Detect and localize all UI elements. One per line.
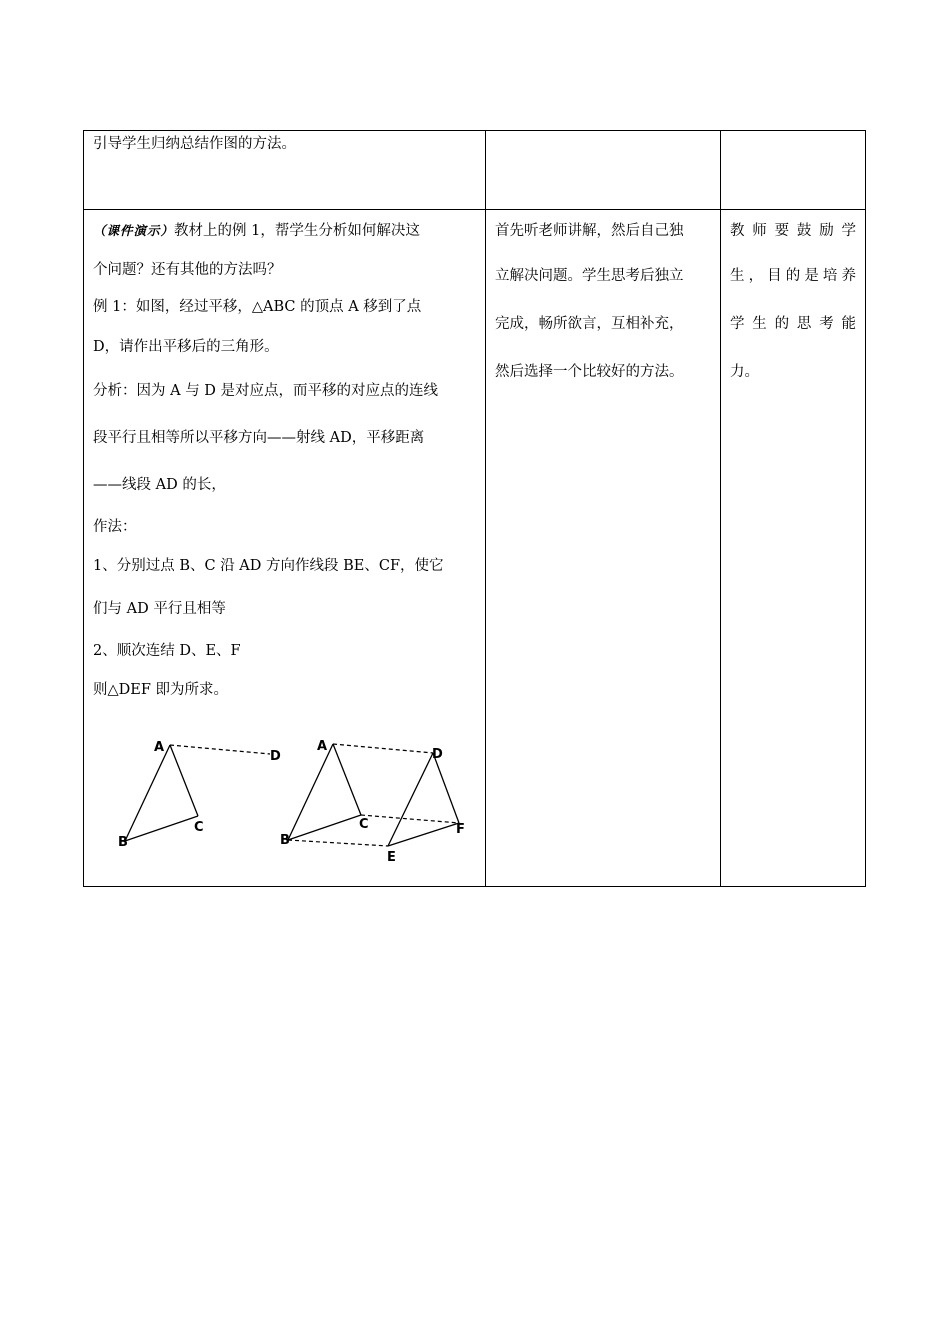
- label-a: A: [317, 740, 328, 754]
- teacher-activity-cell: [84, 210, 486, 887]
- design-intent-line: 力。: [730, 364, 759, 380]
- student-activity-cell: [486, 210, 721, 887]
- analysis-line-3: ——线段 AD 的长，: [93, 477, 226, 493]
- design-intent-line: 生，目的是培养: [730, 268, 856, 284]
- example-line-2: D，请作出平移后的三角形。: [93, 339, 279, 355]
- student-activity-line: 然后选择一个比较好的方法。: [495, 364, 684, 380]
- design-intent-line: 教师要鼓励学: [730, 223, 856, 239]
- lesson-plan-table: [83, 130, 866, 887]
- label-b: B: [280, 833, 290, 848]
- student-activity-line: 首先听老师讲解，然后自己独: [495, 223, 684, 239]
- label-d: D: [270, 749, 281, 764]
- teacher-activity-cell: [84, 131, 486, 210]
- courseware-note: （课件演示）: [93, 223, 175, 238]
- label-a: A: [154, 740, 165, 755]
- label-c: C: [194, 820, 204, 835]
- label-c: C: [359, 817, 369, 832]
- label-b: B: [118, 835, 128, 850]
- label-f: F: [456, 822, 465, 837]
- label-d: D: [432, 747, 443, 762]
- table-row: [84, 131, 866, 210]
- label-e: E: [387, 850, 396, 865]
- triangle-translation-diagram: [84, 740, 484, 886]
- translation-figure: [93, 740, 476, 886]
- design-intent-cell: [721, 210, 866, 887]
- analysis-line-1: 分析：因为 A 与 D 是对应点，而平移的对应点的连线: [93, 383, 439, 399]
- step-2: 2、顺次连结 D、E、F: [93, 643, 241, 659]
- design-intent-cell: [721, 131, 866, 210]
- example-line-1: 例 1：如图，经过平移，△ABC 的顶点 A 移到了点: [93, 299, 422, 315]
- intro-line-2: 个问题？还有其他的方法吗？: [93, 262, 282, 278]
- summary-text: 引导学生归纳总结作图的方法。: [93, 136, 296, 152]
- step-1-line-2: 们与 AD 平行且相等: [93, 601, 226, 617]
- intro-text: 教材上的例 1，帮学生分析如何解决这: [174, 223, 420, 239]
- design-intent-line: 学生的思考能: [730, 316, 856, 332]
- intro-paragraph: [93, 210, 476, 252]
- student-activity-cell: [486, 131, 721, 210]
- conclusion: 则△DEF 即为所求。: [93, 682, 229, 698]
- student-activity-line: 完成，畅所欲言，互相补充，: [495, 316, 684, 332]
- table-row: [84, 210, 866, 887]
- step-1-line-1: 1、分别过点 B、C 沿 AD 方向作线段 BE、CF，使它: [93, 558, 444, 574]
- method-title: 作法：: [93, 519, 137, 535]
- analysis-line-2: 段平行且相等所以平移方向——射线 AD，平移距离: [93, 430, 425, 446]
- student-activity-line: 立解决问题。学生思考后独立: [495, 268, 684, 284]
